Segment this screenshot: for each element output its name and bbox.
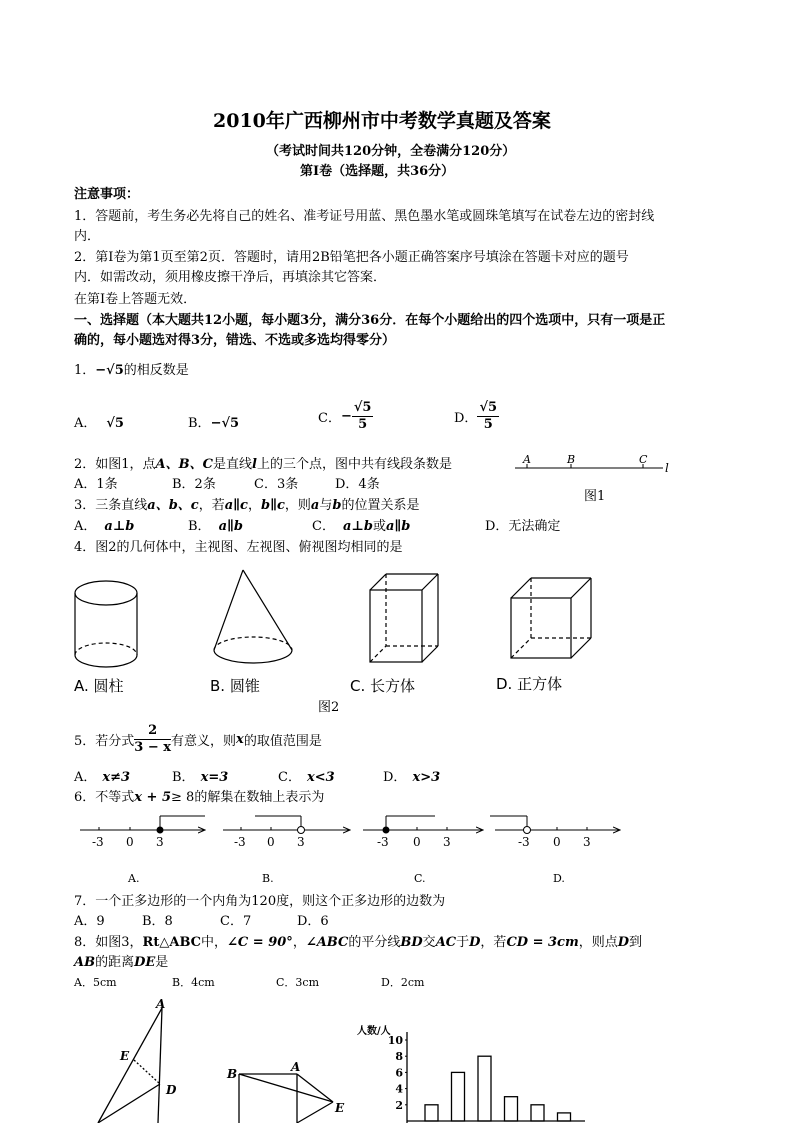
q5-option-a[interactable] bbox=[74, 766, 130, 785]
q3-math: a、b、c bbox=[147, 498, 199, 513]
notice-line: 在第Ⅰ卷上答题无效． bbox=[74, 292, 197, 307]
question-5 bbox=[74, 723, 322, 756]
option-math: x=3 bbox=[200, 770, 229, 785]
q3-prefix: 3．三条直线 bbox=[74, 498, 148, 513]
option-math: x>3 bbox=[412, 770, 441, 785]
q2-suffix: 上的三个点，图中共有线段条数是 bbox=[256, 457, 452, 472]
q5-option-d[interactable] bbox=[383, 766, 440, 785]
tick-label: -3 bbox=[377, 835, 389, 849]
cuboid-shape bbox=[370, 574, 438, 662]
q2-option-c[interactable]: C．3条 bbox=[254, 477, 299, 492]
question-8 bbox=[74, 931, 642, 950]
q6-label-a[interactable]: A. bbox=[128, 872, 140, 885]
y-tick-label: 2 bbox=[395, 1098, 403, 1112]
option-letter: C． bbox=[312, 519, 335, 534]
q8-part: ， bbox=[292, 935, 306, 950]
q2-option-d[interactable]: D．4条 bbox=[335, 477, 380, 492]
q3-math2: a∥c bbox=[224, 498, 248, 513]
notice-line: 2．第Ⅰ卷为第1页至第2页．答题时，请用2B铅笔把各小题正确答案序号填涂在答题卡对应的题号 bbox=[74, 250, 629, 265]
q1-option-a[interactable] bbox=[74, 412, 124, 431]
chart-bar bbox=[425, 1105, 438, 1121]
question-3 bbox=[74, 494, 419, 513]
option-letter: A． bbox=[74, 519, 97, 534]
option-sign: − bbox=[340, 409, 352, 424]
q8-part: 的距离 bbox=[95, 955, 135, 970]
point-label: B bbox=[567, 453, 576, 466]
notice-line: 内．如需改动，须用橡皮擦干净后，再填涂其它答案． bbox=[74, 270, 387, 285]
q3-option-d[interactable]: D．无法确定 bbox=[485, 519, 561, 534]
question-8-cont bbox=[74, 951, 168, 970]
q5-mid: 有意义，则 bbox=[171, 734, 237, 749]
chart-bar bbox=[478, 1056, 491, 1121]
tick-label: 0 bbox=[267, 835, 275, 849]
q3-math4: a bbox=[310, 498, 320, 513]
q1-option-c[interactable] bbox=[318, 400, 373, 433]
q3-option-b[interactable] bbox=[188, 515, 243, 534]
q1-math: −√5 bbox=[95, 363, 124, 378]
q1-prefix: 1． bbox=[74, 363, 96, 378]
q8-math: DE bbox=[134, 955, 156, 970]
cone-shape bbox=[214, 570, 292, 663]
cylinder-shape bbox=[75, 581, 137, 667]
figure-3 bbox=[90, 998, 200, 1123]
y-tick-label: 4 bbox=[395, 1082, 403, 1096]
q1-d-fraction bbox=[477, 400, 499, 433]
q8-math: CD = 3cm bbox=[506, 935, 579, 950]
option-letter: A． bbox=[74, 416, 97, 431]
point-label: E bbox=[120, 1049, 130, 1063]
numerator: √5 bbox=[353, 400, 372, 415]
page-title: 2010年广西柳州市中考数学真题及答案 bbox=[213, 110, 551, 132]
number-lines bbox=[75, 810, 635, 880]
option-letter: B． bbox=[172, 770, 195, 785]
q1-option-d[interactable] bbox=[454, 400, 499, 433]
number-line-c[interactable] bbox=[363, 816, 483, 849]
q8-part: 于 bbox=[456, 935, 470, 950]
q6-prefix: 6．不等式 bbox=[74, 790, 135, 805]
shape-label-d[interactable]: D. 正方体 bbox=[496, 675, 563, 693]
q3-mid: ，若 bbox=[198, 498, 225, 513]
q7-option-d[interactable]: D．6 bbox=[297, 914, 329, 929]
option-letter: D． bbox=[383, 770, 407, 785]
q8-math: D bbox=[469, 935, 481, 950]
option-letter: B． bbox=[188, 416, 211, 431]
q2-math2: l bbox=[251, 457, 257, 472]
q5-prefix: 5．若分式 bbox=[74, 734, 135, 749]
q2-option-b[interactable]: B．2条 bbox=[172, 477, 216, 492]
q7-option-c[interactable]: C．7 bbox=[220, 914, 252, 929]
line-label: l bbox=[665, 461, 669, 475]
option-math: a∥b bbox=[385, 519, 411, 534]
tick-label: -3 bbox=[92, 835, 104, 849]
q2-math: A、B、C bbox=[155, 457, 213, 472]
q3-suffix: 的位置关系是 bbox=[341, 498, 420, 513]
q6-label-c[interactable]: C. bbox=[414, 872, 426, 885]
q5-math: x bbox=[236, 732, 244, 747]
q8-part: 的平分线 bbox=[348, 935, 401, 950]
figure-4 bbox=[225, 1058, 355, 1123]
q8-option-a[interactable]: A．5cm bbox=[74, 976, 117, 989]
notice-heading: 注意事项： bbox=[74, 187, 140, 202]
q3-math3: b∥c bbox=[260, 498, 285, 513]
question-7: 7．一个正多边形的一个内角为120度，则这个正多边形的边数为 bbox=[74, 894, 446, 909]
q5-fraction bbox=[134, 723, 171, 756]
tick-label: 3 bbox=[443, 835, 451, 849]
option-letter: D． bbox=[454, 411, 478, 426]
q7-option-b[interactable]: B．8 bbox=[142, 914, 173, 929]
number-line-a[interactable] bbox=[80, 816, 205, 849]
q6-math: x + 5 bbox=[134, 790, 172, 805]
section-heading-cont: 确的，每小题选对得3分，错选、不选或多选均得零分） bbox=[74, 333, 396, 348]
q5-option-c[interactable] bbox=[278, 766, 335, 785]
volume-label: 第Ⅰ卷（选择题，共36分） bbox=[300, 164, 455, 179]
question-2 bbox=[74, 453, 452, 472]
exam-info: （考试时间共120分钟，全卷满分120分） bbox=[266, 144, 516, 159]
option-letter: B． bbox=[188, 519, 211, 534]
tick-label: -3 bbox=[518, 835, 530, 849]
q8-part: 是 bbox=[155, 955, 169, 970]
q8-math: ∠ABC bbox=[305, 935, 349, 950]
q6-label-d[interactable]: D. bbox=[553, 872, 565, 885]
chart-ylabel: 人数/人 bbox=[357, 1026, 391, 1037]
tick-label: 0 bbox=[413, 835, 421, 849]
bar-chart bbox=[355, 1022, 590, 1123]
q8-math: BD bbox=[400, 935, 423, 950]
shape-label-a[interactable]: A. 圆柱 bbox=[74, 677, 124, 695]
q8-part: 8．如图3， bbox=[74, 935, 143, 950]
tick-label: -3 bbox=[234, 835, 246, 849]
cube-shape bbox=[511, 578, 591, 658]
q6-suffix: ≥ 8的解集在数轴上表示为 bbox=[171, 790, 325, 805]
option-math: a⊥b bbox=[342, 519, 373, 534]
tick-label: 3 bbox=[156, 835, 164, 849]
option-math: a∥b bbox=[218, 519, 243, 534]
y-tick-label: 6 bbox=[395, 1066, 403, 1080]
q3-mid3: 与 bbox=[319, 498, 333, 513]
notice-line: 内． bbox=[74, 229, 101, 244]
q7-option-a[interactable]: A．9 bbox=[74, 914, 105, 929]
q8-part: ，若 bbox=[480, 935, 507, 950]
y-tick-label: 8 bbox=[395, 1050, 403, 1064]
denominator: 3 − x bbox=[134, 740, 172, 755]
y-tick-label: 10 bbox=[387, 1034, 403, 1047]
q8-option-d[interactable]: D．2cm bbox=[381, 976, 425, 989]
q6-label-b[interactable]: B. bbox=[262, 872, 274, 885]
chart-bar bbox=[452, 1072, 465, 1121]
q8-math: Rt△ABC bbox=[142, 935, 202, 950]
section-heading: 一、选择题（本大题共12小题，每小题3分，满分36分．在每个小题给出的四个选项中，只有一项是正 bbox=[74, 313, 666, 328]
q5-option-b[interactable] bbox=[172, 766, 228, 785]
figure-1-caption: 图1 bbox=[584, 489, 606, 504]
q3-math5: b bbox=[332, 498, 342, 513]
option-letter: A． bbox=[74, 770, 97, 785]
q3-option-a[interactable] bbox=[74, 515, 134, 534]
q8-math: D bbox=[617, 935, 630, 950]
q8-part: 到 bbox=[629, 935, 643, 950]
q8-option-b[interactable]: B．4cm bbox=[172, 976, 215, 989]
q3-option-c[interactable] bbox=[312, 515, 410, 534]
q3-sep: ， bbox=[247, 498, 261, 513]
point-label: B bbox=[227, 1067, 238, 1081]
option-math: x≠3 bbox=[102, 770, 131, 785]
point-label: E bbox=[335, 1101, 345, 1115]
q5-suffix: 的取值范围是 bbox=[243, 734, 322, 749]
option-math: √5 bbox=[106, 416, 124, 431]
option-letter: C． bbox=[278, 770, 301, 785]
question-6 bbox=[74, 786, 324, 805]
tick-label: 3 bbox=[297, 835, 305, 849]
option-math: x<3 bbox=[306, 770, 335, 785]
point-label: A bbox=[156, 997, 166, 1011]
number-line-b[interactable] bbox=[223, 816, 350, 849]
figure-1 bbox=[515, 450, 675, 480]
q1-suffix: 的相反数是 bbox=[123, 363, 189, 378]
number-line-d[interactable] bbox=[490, 816, 620, 849]
q2-prefix: 2．如图1，点 bbox=[74, 457, 156, 472]
q8-math: ∠C = 90° bbox=[227, 935, 293, 950]
chart-bar bbox=[558, 1113, 571, 1121]
q1-c-fraction bbox=[352, 400, 374, 433]
option-math: −√5 bbox=[210, 416, 240, 431]
point-label: A bbox=[523, 453, 531, 466]
denominator: 5 bbox=[358, 417, 368, 432]
question-4: 4．图2的几何体中，主视图、左视图、俯视图均相同的是 bbox=[74, 540, 403, 555]
q8-math: AC bbox=[435, 935, 457, 950]
tick-label: 0 bbox=[126, 835, 134, 849]
option-math: a⊥b bbox=[104, 519, 135, 534]
q8-part: 交 bbox=[422, 935, 436, 950]
q3-mid2: ，则 bbox=[284, 498, 311, 513]
figure-2-caption: 图2 bbox=[318, 700, 340, 715]
shape-label-c[interactable]: C. 长方体 bbox=[350, 677, 416, 695]
option-letter: C． bbox=[318, 411, 341, 426]
denominator: 5 bbox=[483, 417, 493, 432]
point-label: D bbox=[166, 1083, 177, 1097]
option-or: 或 bbox=[372, 519, 386, 534]
point-label: C bbox=[639, 453, 648, 466]
numerator: 2 bbox=[134, 723, 171, 740]
q2-mid: 是直线 bbox=[212, 457, 252, 472]
notice-line: 1．答题前，考生务必先将自己的姓名、准考证号用蓝、黑色墨水笔或圆珠笔填写在试卷左边的密封线 bbox=[74, 209, 655, 224]
tick-label: 0 bbox=[553, 835, 561, 849]
numerator: √5 bbox=[479, 400, 498, 415]
q2-option-a[interactable]: A．1条 bbox=[74, 477, 118, 492]
shape-label-b[interactable]: B. 圆锥 bbox=[210, 677, 260, 695]
q8-part: 中， bbox=[201, 935, 228, 950]
chart-bar bbox=[531, 1105, 544, 1121]
q8-part: ，则点 bbox=[578, 935, 618, 950]
chart-bar bbox=[505, 1097, 518, 1121]
q1-option-b[interactable] bbox=[188, 412, 239, 431]
q8-math: AB bbox=[74, 955, 96, 970]
tick-label: 3 bbox=[583, 835, 591, 849]
point-label: A bbox=[291, 1060, 301, 1074]
q8-option-c[interactable]: C．3cm bbox=[276, 976, 320, 989]
question-1 bbox=[74, 359, 189, 378]
